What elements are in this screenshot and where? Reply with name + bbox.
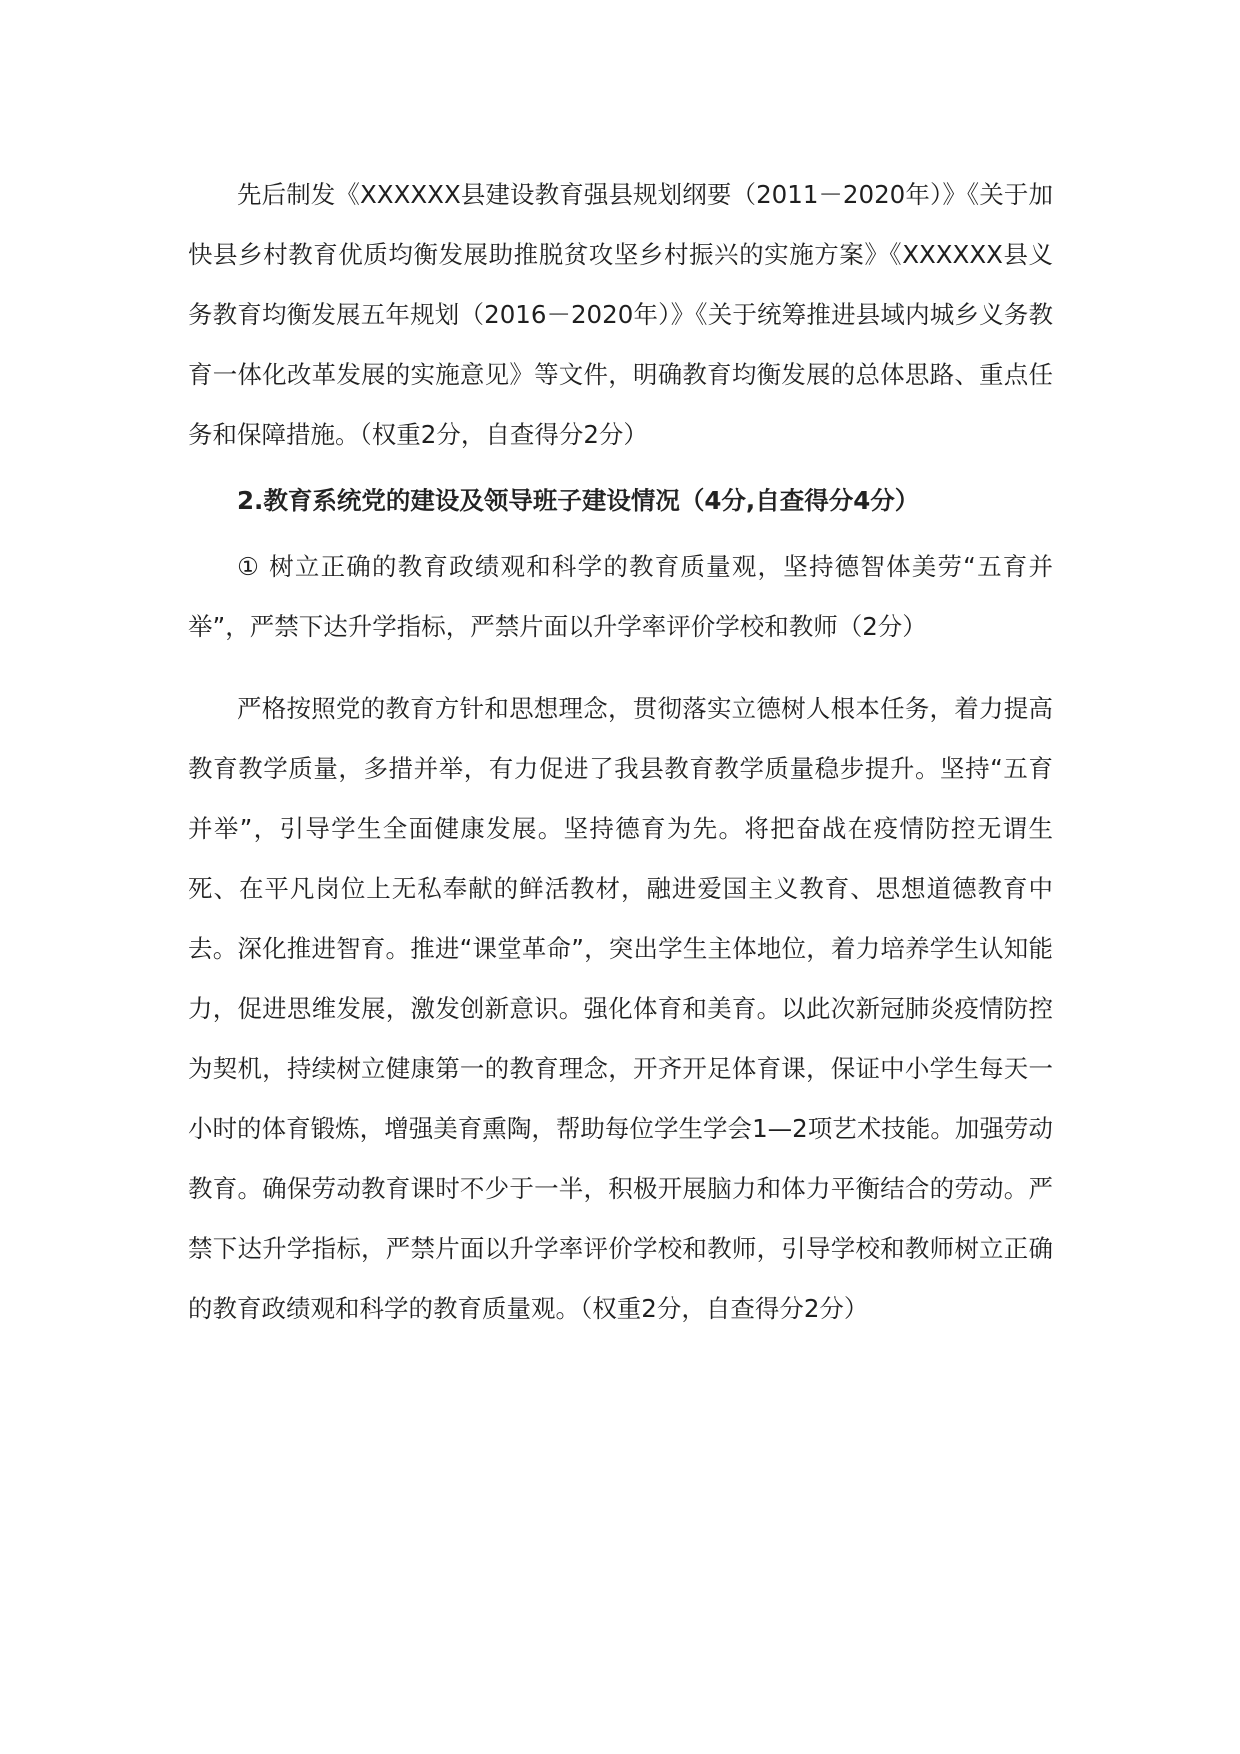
document-body xyxy=(188,165,1053,1339)
paragraph-planning-documents: 先后制发《XXXXXX县建设教育强县规划纲要（2011－2020年）》《关于加快县乡村教育优质均衡发展助推脱贫攻坚乡村振兴的实施方案》《XXXXXX县义务教育均衡发展五年规划（2016－2020年）》《关于统筹推进县域内城乡义务教育一体化改革发展的实施意见》等文件，明确教育均衡发展的总体思路、重点任务和保障措施。（权重2分，自查得分2分） xyxy=(188,180,1053,449)
section-heading-party-building: 2.教育系统党的建设及领导班子建设情况（4分,自查得分4分） xyxy=(237,486,920,515)
paragraph-item-1: ① 树立正确的教育政绩观和科学的教育质量观，坚持德智体美劳“五育并举”，严禁下达升学指标，严禁片面以升学率评价学校和教师（2分） xyxy=(188,552,1053,641)
paragraph-education-quality: 严格按照党的教育方针和思想理念，贯彻落实立德树人根本任务，着力提高教育教学质量，多措并举，有力促进了我县教育教学质量稳步提升。坚持“五育并举”，引导学生全面健康发展。坚持德育为先。将把奋战在疫情防控无谓生死、在平凡岗位上无私奉献的鲜活教材，融进爱国主义教育、思想道德教育中去。深化推进智育。推进“课堂革命”，突出学生主体地位，着力培养学生认知能力，促进思维发展，激发创新意识。强化体育和美育。以此次新冠肺炎疫情防控为契机，持续树立健康第一的教育理念，开齐开足体育课，保证中小学生每天一小时的体育锻炼，增强美育熏陶，帮助每位学生学会1—2项艺术技能。加强劳动教育。确保劳动教育课时不少于一半，积极开展脑力和体力平衡结合的劳动。严禁下达升学指标，严禁片面以升学率评价学校和教师，引导学校和教师树立正确的教育政绩观和科学的教育质量观。（权重2分，自查得分2分） xyxy=(188,694,1053,1323)
